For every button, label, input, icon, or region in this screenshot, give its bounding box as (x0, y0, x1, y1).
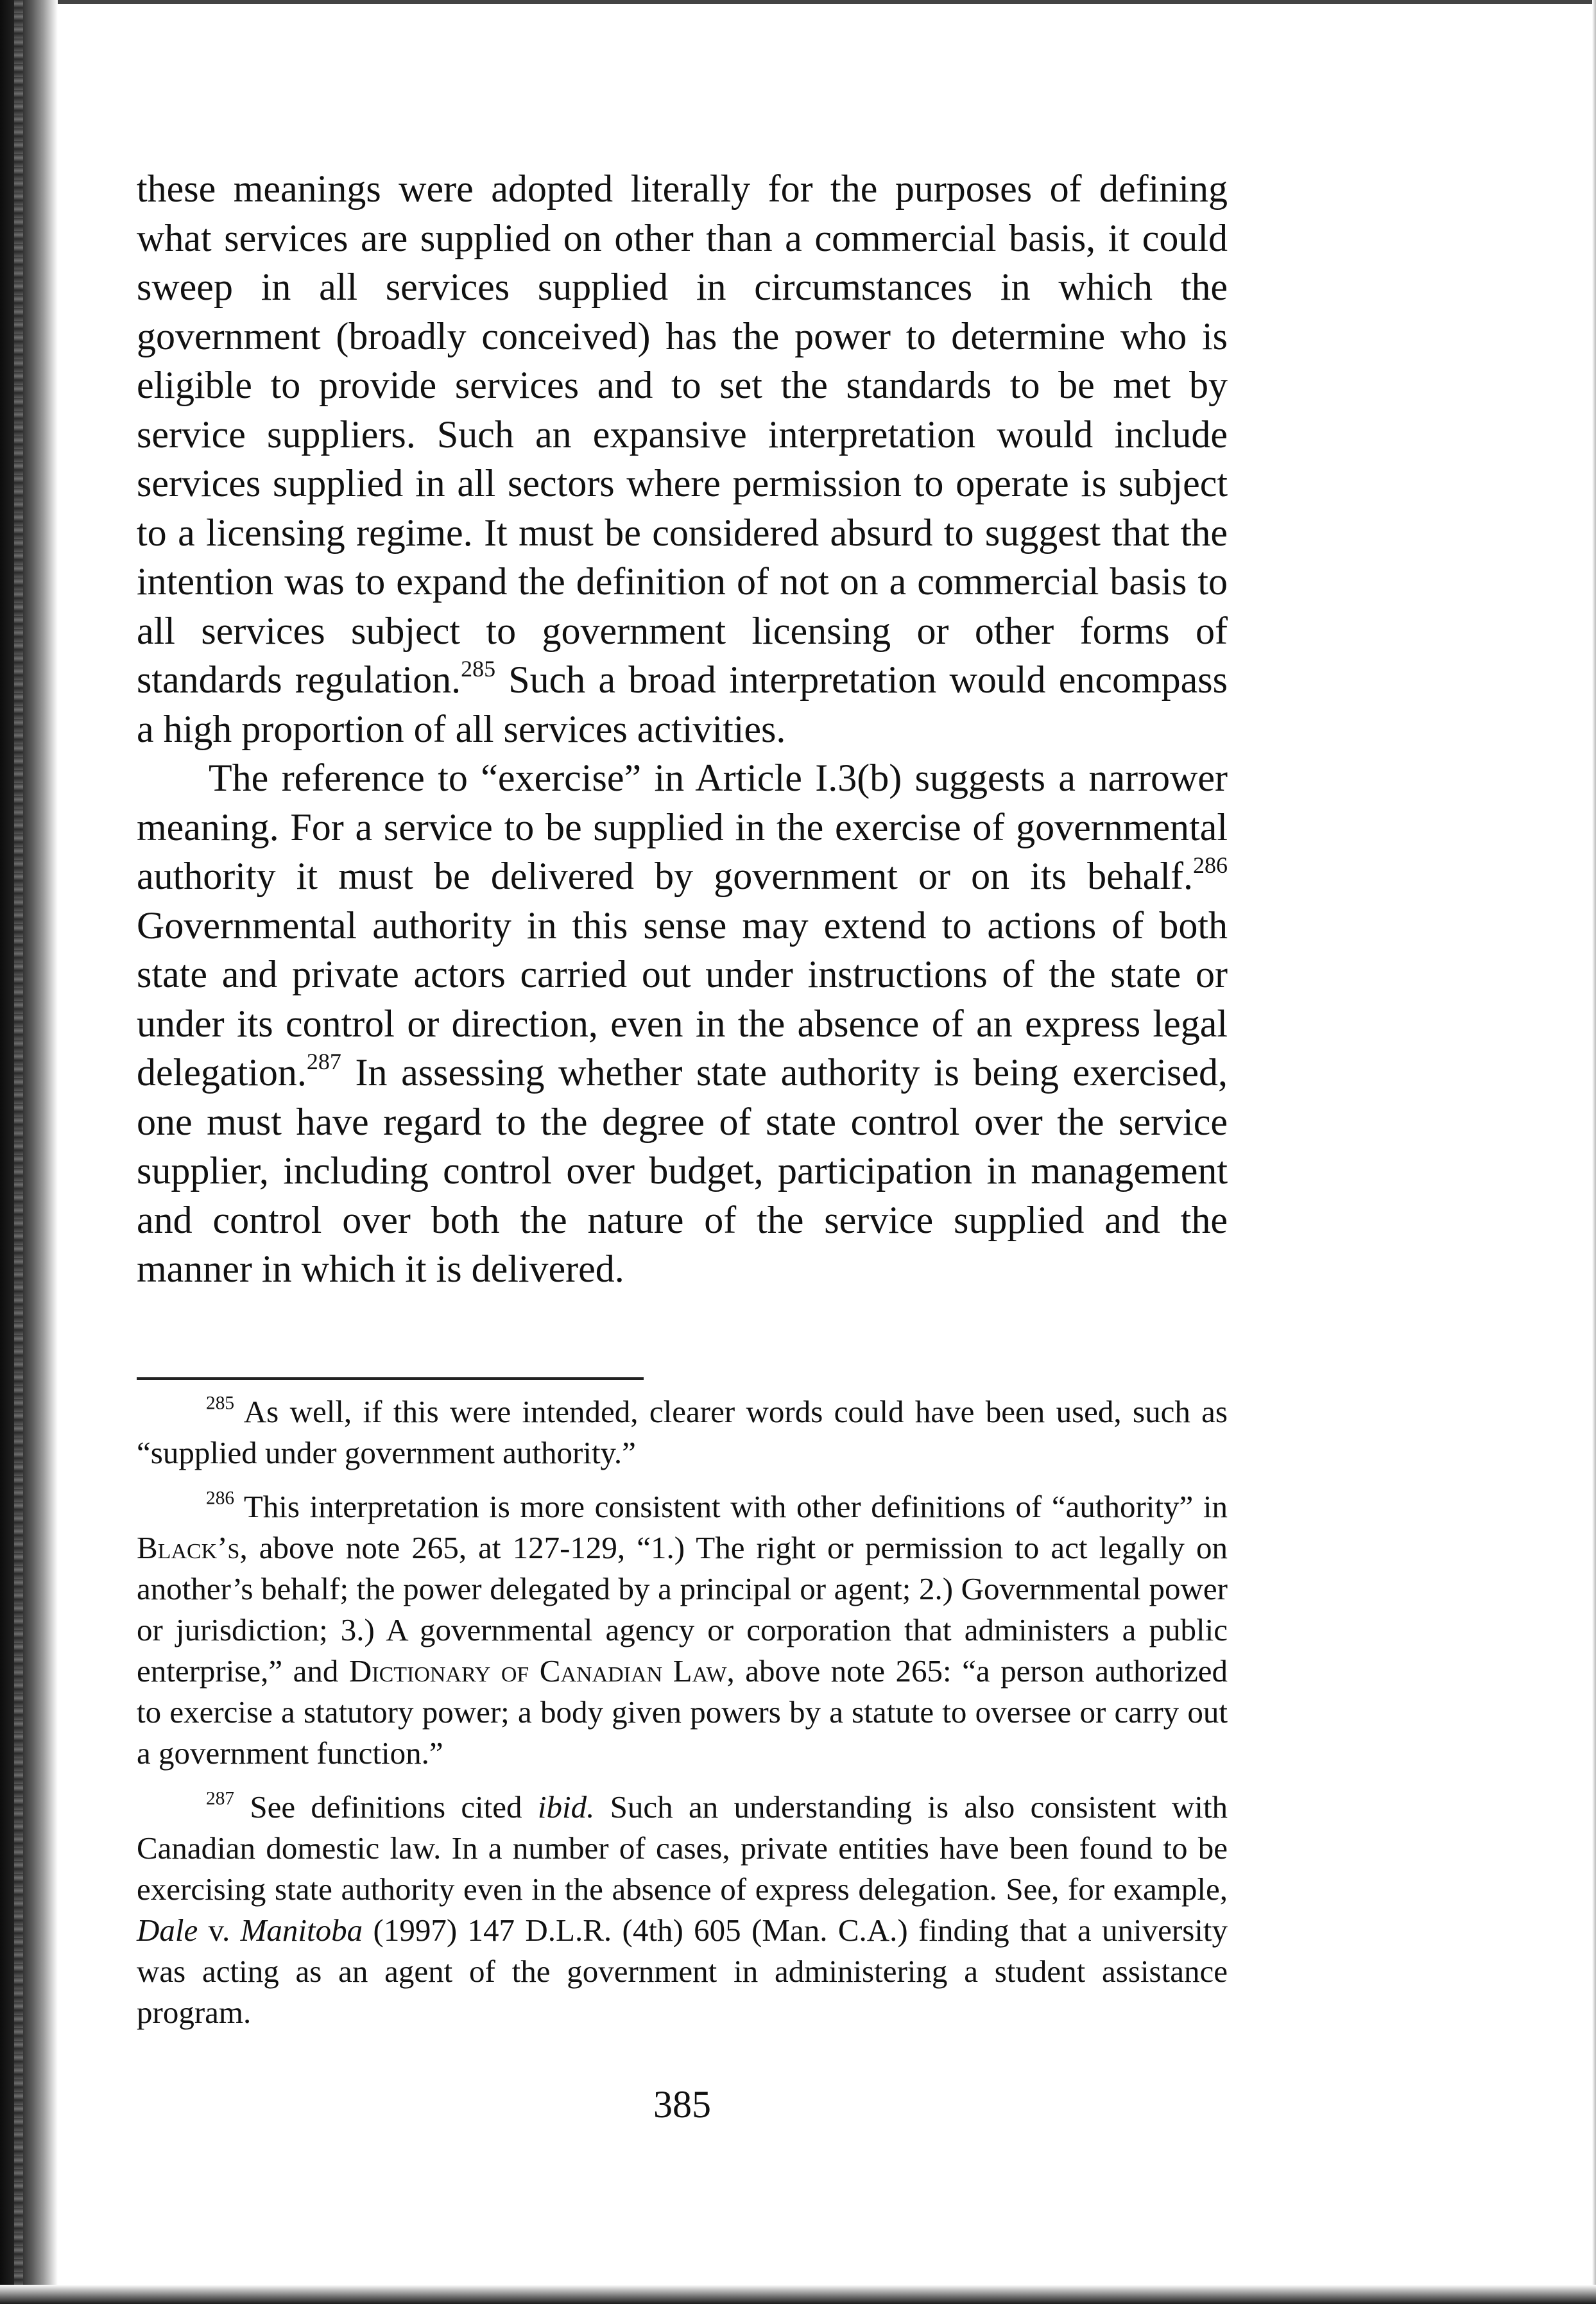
text-run: Such a broad interpretation would encompass a high proportion of all services activities. (137, 658, 1228, 750)
text-run: , above note 265, at 127-129, “1.) The right or permission to act legally on another’s behalf; the power delegated by a principal or agent; 2.) Governmental power or jurisdiction; 3.) A governmental agency or corporation that administers a public enterprise,” and (137, 1530, 1228, 1689)
footnote-287 (137, 1787, 1228, 2033)
text-run: , above note 265: “a person authorized to exercise a statutory power; a body given powers by a statute to oversee or carry out a government function.” (137, 1653, 1228, 1771)
text-run: v. (198, 1913, 241, 1948)
footnote-reference: 287 (306, 1048, 341, 1074)
text-run: As well, if this were intended, clearer words could have been used, such as “supplied under government authority.” (137, 1394, 1228, 1470)
binding-texture (14, 0, 23, 2304)
page-top-edge (58, 0, 1596, 4)
page-number: 385 (653, 2083, 711, 2126)
body-paragraph (137, 164, 1228, 753)
footnote-number: 285 (206, 1393, 235, 1414)
footnote-number: 286 (206, 1488, 235, 1509)
body-text (137, 164, 1228, 1294)
footnote-separator (137, 1377, 644, 1380)
footnote-number: 287 (206, 1788, 235, 1809)
italic-text: Manitoba (240, 1913, 363, 1948)
footnote-reference: 286 (1193, 852, 1228, 878)
small-caps-text: Dictionary of Canadian Law (348, 1653, 727, 1689)
text-run: these meanings were adopted literally for the purposes of defining what services are supplied on other than a commercial basis, it could sweep in all services supplied in circumstances in which the government (broadly conceived) has the power to determine who is eligible to provide services and to set the standards to be met by service suppliers. Such an expansive interpretation would include services supplied in all sectors where permission to operate is subject to a licensing regime. It must be considered absurd to suggest that the intention was to expand the definition of not on a commercial basis to all services subject to government licensing or other forms of standards regulation. (137, 168, 1228, 701)
page-bottom-edge (0, 2285, 1596, 2304)
italic-text: ibid. (537, 1789, 595, 1825)
text-run: This interpretation is more consistent with other definitions of “authority” in (234, 1489, 1228, 1524)
book-binding-edge (0, 0, 58, 2304)
text-run: (1997) 147 D.L.R. (4th) 605 (Man. C.A.) finding that a university was acting as an agent of the government in administering a student assistance program. (137, 1913, 1228, 2030)
footnote-286 (137, 1486, 1228, 1774)
text-run: Such an understanding is also consistent with Canadian domestic law. In a number of cases, private entities have been found to be exercising state authority even in the absence of express delegation. See, for example, (137, 1789, 1228, 1907)
text-run: The reference to “exercise” in Article I.3(b) suggests a narrower meaning. For a service to be supplied in the exercise of governmental authority it must be delivered by government or on its behalf. (137, 757, 1228, 897)
small-caps-text: Black’s (137, 1530, 240, 1565)
text-run: In assessing whether state authority is being exercised, one must have regard to the degree of state control over the service supplier, including control over budget, participation in management and control over both the nature of the service supplied and the manner in which it is delivered. (137, 1051, 1228, 1290)
page-right-edge (1592, 0, 1596, 2304)
footnotes (137, 1391, 1228, 2046)
italic-text: Dale (137, 1913, 198, 1948)
footnote-285 (137, 1391, 1228, 1474)
text-run: See definitions cited (234, 1789, 538, 1825)
footnote-reference: 285 (461, 655, 496, 682)
body-paragraph (137, 753, 1228, 1294)
text-run: Governmental authority in this sense may extend to actions of both state and private actors carried out under instructions of the state or under its control or direction, even in the absence of an express legal delegation. (137, 904, 1228, 1094)
